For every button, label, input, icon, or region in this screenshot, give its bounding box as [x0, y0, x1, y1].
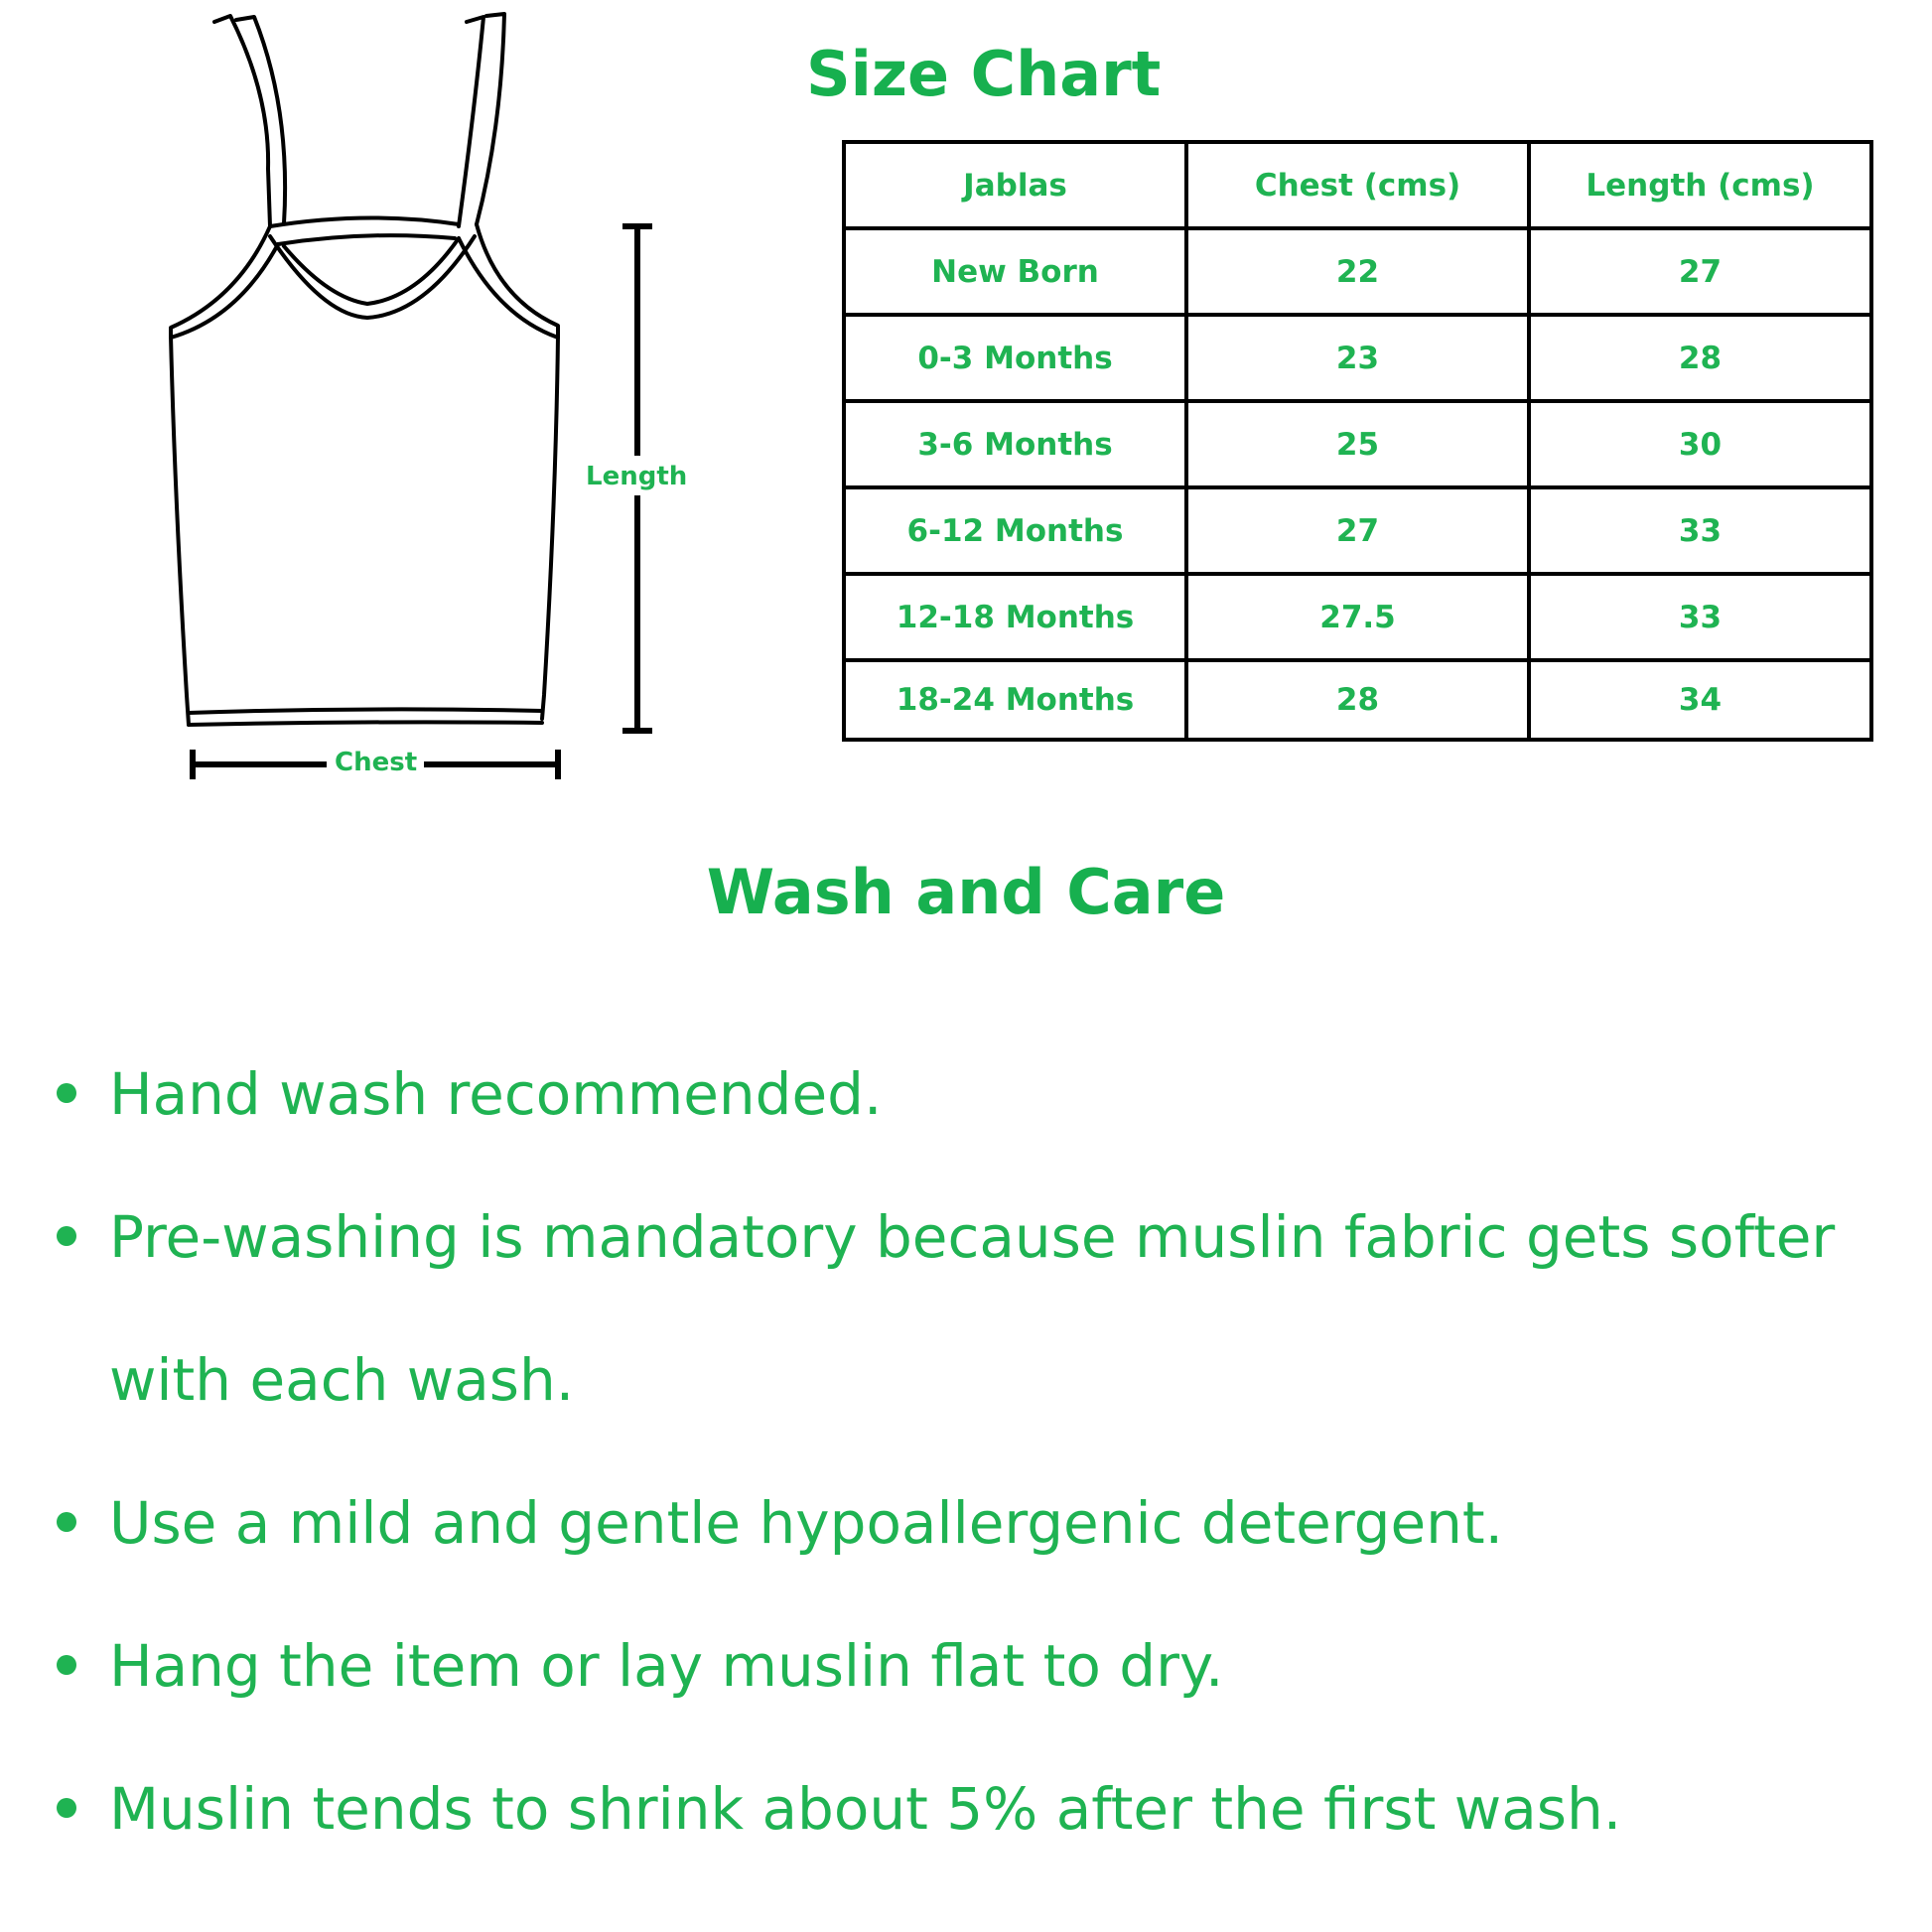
chest-cell: 28: [1186, 660, 1529, 740]
header-length: Length (cms): [1529, 142, 1871, 228]
list-item: [0, 1737, 1932, 1880]
table-row: [844, 574, 1871, 660]
size-cell: New Born: [844, 228, 1186, 315]
care-item-text: Muslin tends to shrink about 5% after the first wash.: [109, 1775, 1622, 1843]
table-row: [844, 228, 1871, 315]
table-header-row: [844, 142, 1871, 228]
table-row: [844, 401, 1871, 487]
length-cell: 28: [1529, 315, 1871, 401]
size-cell: 3-6 Months: [844, 401, 1186, 487]
size-chart-title: Size Chart: [806, 38, 1162, 110]
length-label: Length: [582, 462, 691, 491]
size-cell: 6-12 Months: [844, 487, 1186, 574]
chest-cell: 27.5: [1186, 574, 1529, 660]
size-cell: 12-18 Months: [844, 574, 1186, 660]
length-cell: 30: [1529, 401, 1871, 487]
list-item: [0, 1166, 1896, 1451]
list-item: [0, 1023, 1932, 1166]
care-item-text: Use a mild and gentle hypoallergenic detergent.: [109, 1489, 1504, 1557]
bullet-icon: [57, 1512, 76, 1532]
bullet-icon: [57, 1083, 76, 1103]
garment-diagram: [0, 0, 755, 794]
length-cell: 33: [1529, 574, 1871, 660]
chest-cell: 23: [1186, 315, 1529, 401]
header-jablas: Jablas: [844, 142, 1186, 228]
header-chest: Chest (cms): [1186, 142, 1529, 228]
length-cell: 27: [1529, 228, 1871, 315]
chest-cell: 27: [1186, 487, 1529, 574]
table-row: [844, 315, 1871, 401]
care-instructions-list: [0, 1023, 1932, 1880]
care-item-text: Pre-washing is mandatory because muslin fabric gets softer with each wash.: [109, 1203, 1836, 1414]
care-item-text: Hand wash recommended.: [109, 1060, 883, 1128]
size-cell: 0-3 Months: [844, 315, 1186, 401]
wash-care-title: Wash and Care: [706, 856, 1226, 928]
chest-cell: 25: [1186, 401, 1529, 487]
list-item: [0, 1594, 1932, 1737]
bullet-icon: [57, 1798, 76, 1818]
bullet-icon: [57, 1655, 76, 1675]
chest-label: Chest: [331, 748, 421, 777]
bullet-icon: [57, 1226, 76, 1246]
chest-cell: 22: [1186, 228, 1529, 315]
list-item: [0, 1451, 1932, 1594]
tank-top-outline-icon: [0, 0, 755, 794]
length-cell: 33: [1529, 487, 1871, 574]
table-row: [844, 487, 1871, 574]
table-row: [844, 660, 1871, 740]
size-chart-table: [842, 140, 1873, 742]
size-cell: 18-24 Months: [844, 660, 1186, 740]
length-cell: 34: [1529, 660, 1871, 740]
care-item-text: Hang the item or lay muslin flat to dry.: [109, 1632, 1224, 1700]
